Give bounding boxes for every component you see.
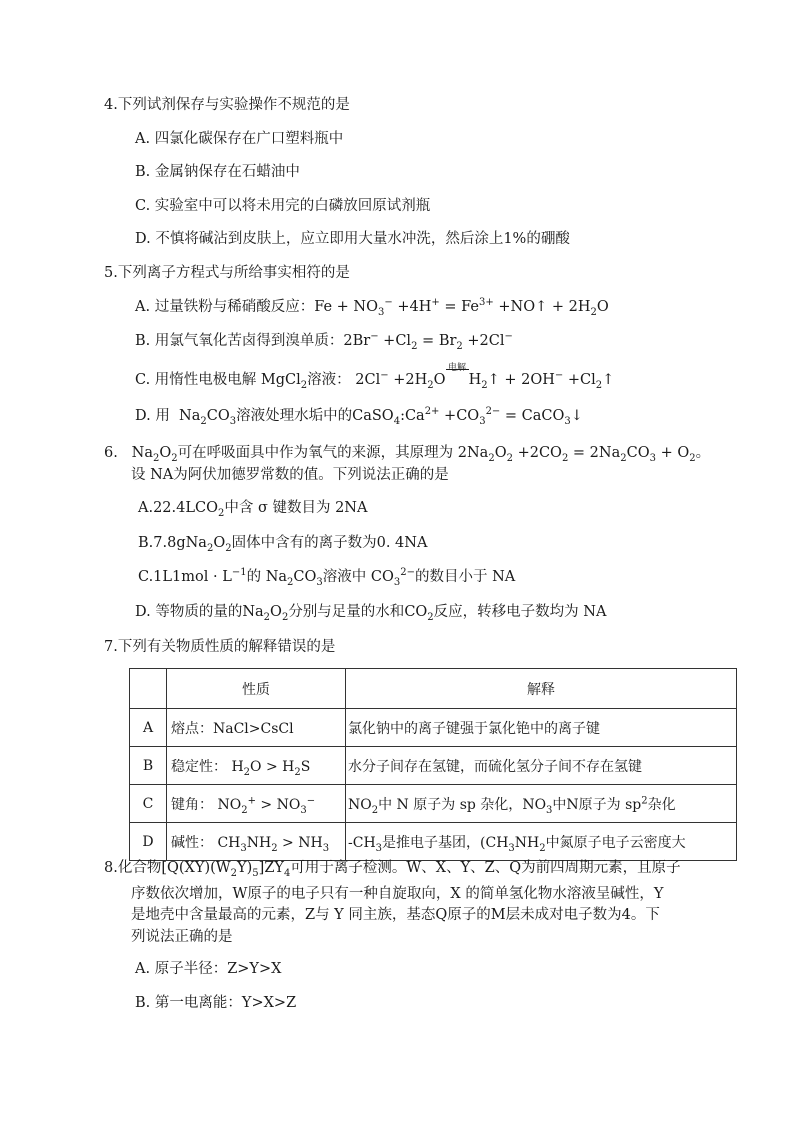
row-property-label: 碱性： (171, 834, 213, 851)
electrolysis-condition: 电解 (448, 363, 467, 373)
q4-option-c: C. 实验室中可以将未用完的白磷放回原试剂瓶 (135, 198, 431, 214)
row-explanation-part3: 中氮原子电子云密度大 (545, 834, 686, 851)
q8-stem-line2: 序数依次增加，W原子的电子只有一种自旋取向，X 的简单氢化物水溶液呈碱性，Y (131, 886, 664, 902)
q8-stem-line1 (104, 858, 681, 878)
q6-option-b: $B.7.8gNa_2O_2$固体中含有的离子数为0. 4NA (138, 535, 428, 554)
q6-option-a: $A.22.4LCO_2$中含 σ 键数目为 2NA (138, 500, 368, 519)
q4-stem: 4.下列试剂保存与实验操作不规范的是 (104, 97, 350, 113)
q5-option-b (135, 331, 513, 351)
row-explanation: $-CH_3$是推电子基团，($CH_3NH_2$中氮原子电子云密度大 (346, 823, 737, 861)
q5-option-c-text: C. 用惰性电极电解 (135, 372, 257, 388)
q6-stem-line2: 设 NA为阿伏加德罗常数的值。下列说法正确的是 (131, 467, 449, 483)
table-row (130, 823, 737, 861)
q6-equation: $2Na_2O_2 +2CO_2 = 2Na_2CO_3 + O_2$。 (457, 445, 711, 464)
q8-option-a: A. 原子半径：Z>Y>X (135, 961, 282, 977)
table-row (130, 709, 737, 747)
row-property: 熔点：NaCl>CsCl (167, 709, 346, 747)
q5-option-c-equation: $2Cl^- +2H_2O$ 电解 $H_2↑ + 2OH^-$ $+Cl_2↑$ (355, 372, 614, 388)
q4-option-d: D. 不慎将碱沾到皮肤上，应立即用大量水冲洗，然后涂上1%的硼酸 (135, 231, 570, 247)
q6-option-c-text3: 溶液中 (322, 569, 367, 585)
q8-stem-line3: 是地壳中含量最高的元素，Z与 Y 同主族，基态Q原子的M层未成对电子数为4。下 (131, 907, 660, 923)
row-property-label: 键角： (171, 796, 213, 813)
row-key: B (130, 747, 167, 785)
row-explanation: 氯化钠中的离子键强于氯化铯中的离子键 (346, 709, 737, 747)
q4-option-a: A. 四氯化碳保存在广口塑料瓶中 (135, 131, 344, 147)
q5-option-c-text2: 溶液： (307, 372, 351, 388)
row-property-label: 稳定性： (171, 758, 227, 775)
q5-option-b-equation: $2Br^- +Cl_2 = Br_2 +2Cl^-$ (343, 331, 513, 352)
q5-option-d (135, 406, 583, 426)
q5-option-b-text: B. 用氯气氧化苦卤得到溴单质： (135, 333, 344, 349)
row-explanation-part3: 杂化 (647, 796, 676, 813)
q6-option-c: $C.1L1mol \cdot L^{-1}$的 $Na_2CO_3$溶液中 $CO_3^{2-}$的数目小于 NA (138, 567, 516, 588)
q6-option-c-text: C.1L1mol · L (138, 569, 232, 585)
q6-option-d: D. 等物质的量的$Na_2O_2$分别与足量的水和$CO_2$反应，转移电子数均为 NA (135, 604, 607, 623)
q6-option-b-text2: 固体中含有的离子数为0. 4NA (231, 535, 428, 551)
q5-option-a-equation: $Fe + NO_3^- +4H^+ = Fe^{3+}$ +NO↑ + $2H_2O$ (314, 297, 609, 318)
row-explanation-part1: -CH (348, 834, 376, 851)
row-key: D (130, 823, 167, 861)
q5-option-d-formula: $Na_2CO_3$ (179, 408, 237, 427)
q5-option-a (135, 297, 609, 317)
q5-stem: 5.下列离子方程式与所给事实相符的是 (104, 265, 350, 281)
table-header-explanation: 解释 (346, 669, 737, 709)
row-explanation-part2: 是推电子基团，( (382, 834, 486, 851)
q6-formula: $Na_2O_2$ (131, 445, 178, 464)
table-row (130, 747, 737, 785)
q8-compound-formula: $[Q(XY)(W_2Y)_5]ZY_4$ (161, 860, 291, 879)
q6-option-a-text: A.22.4LCO (138, 500, 218, 516)
q5-option-c (135, 363, 615, 391)
q5-option-d-text: D. 用 (135, 408, 170, 424)
table-row (130, 785, 737, 823)
q6-option-c-text4: 的数目小于 NA (415, 569, 516, 585)
q8-stem-line4: 列说法正确的是 (131, 929, 233, 945)
row-explanation: 水分子间存在氢键，而硫化氢分子间不存在氢键 (346, 747, 737, 785)
q6-number: 6. (104, 445, 118, 461)
q6-option-d-text2: 分别与足量的水和 (288, 604, 405, 620)
q5-option-d-text2: 溶液处理水垢中的 (236, 408, 353, 424)
q6-option-d-text: D. 等物质的量的 (135, 604, 243, 620)
row-key: C (130, 785, 167, 823)
q8-option-b: B. 第一电离能：Y>X>Z (135, 995, 297, 1011)
table-header-row (130, 669, 737, 709)
row-property: 稳定性： $H_2O > H_2S$ (167, 747, 346, 785)
row-explanation: $NO_2$中 N 原子为 sp 杂化，$NO_3$中N原子为 $sp^2$杂化 (346, 785, 737, 823)
q6-option-d-text3: 反应，转移电子数均为 NA (433, 604, 607, 620)
table-header-property: 性质 (167, 669, 346, 709)
table-header-blank (130, 669, 167, 709)
row-property: 碱性： $CH_3NH_2 > NH_3$ (167, 823, 346, 861)
row-property: 键角： $NO_2^+ > NO_3^-$ (167, 785, 346, 823)
q5-option-d-equation: $CaSO_4:Ca^{2+} +CO_3^{2-}$ = CaCO$_3$↓ (352, 406, 583, 427)
q6-option-c-text2: 的 (246, 569, 262, 585)
q6-option-a-text2: 中含 σ 键数目为 2NA (224, 500, 368, 516)
q4-option-b: B. 金属钠保存在石蜡油中 (135, 164, 300, 180)
row-explanation-part1: 中 N 原子为 sp 杂化， (378, 796, 523, 813)
q6-stem-text: 可在呼吸面具中作为氧气的来源，其原理为 (177, 445, 454, 461)
q6-option-b-text: B.7.8gNa (138, 535, 207, 551)
q7-stem: 7.下列有关物质性质的解释错误的是 (104, 639, 336, 655)
q8-stem-text: 可用于离子检测。W、X、Y、Z、Q为前四周期元素，且原子 (290, 860, 681, 876)
q8-number: 8.化合物 (104, 860, 162, 876)
q7-table (129, 668, 737, 861)
row-key: A (130, 709, 167, 747)
q6-stem (104, 443, 710, 463)
q5-option-a-text: A. 过量铁粉与稀硝酸反应： (135, 299, 315, 315)
row-explanation-part2: 中N原子为 (552, 796, 621, 813)
q5-option-c-formula: MgCl$_2$ (260, 372, 308, 391)
